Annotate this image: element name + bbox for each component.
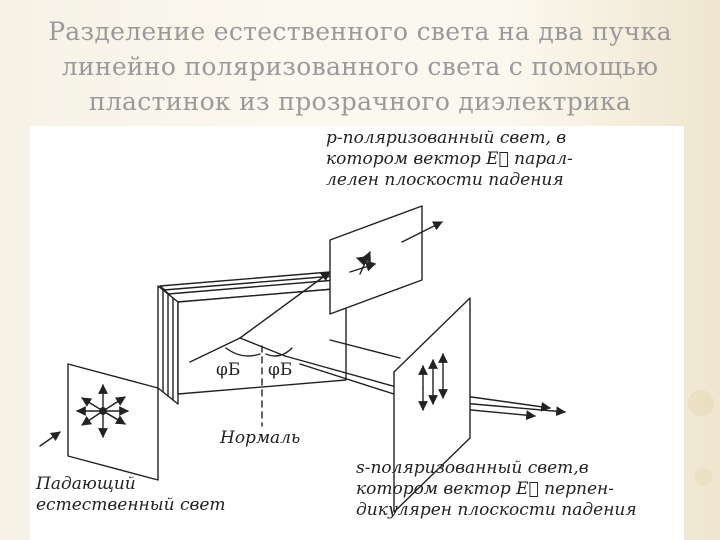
p-label-line-2: котором вектор E⃗ парал- [326, 149, 573, 169]
decor-bubble [688, 390, 714, 416]
p-polarized-screen [330, 206, 442, 314]
s-polarized-label [356, 458, 637, 521]
p-label-line-3: лелен плоскости падения [326, 170, 564, 190]
angle-label-right: φБ [268, 360, 293, 380]
polarization-figure [30, 126, 684, 540]
title-line-3: пластинок из прозрачного диэлектрика [88, 87, 632, 116]
incident-light-label [36, 474, 226, 516]
incident-screen [68, 364, 158, 480]
p-polarized-label [326, 128, 573, 191]
incident-beam [40, 432, 60, 446]
title-line-1: Разделение естественного света на два пучка [48, 17, 672, 46]
decor-bubble [694, 468, 712, 486]
slide-title [0, 14, 720, 119]
angle-label-left: φБ [216, 360, 241, 380]
normal-label: Нормаль [220, 428, 301, 448]
incident-label-line-1: Падающий [36, 474, 136, 494]
incident-label-line-2: естественный свет [36, 495, 226, 515]
p-label-line-1: p-поляризованный свет, в [326, 128, 567, 148]
s-label-line-2: котором вектор E⃗ перпен- [356, 479, 614, 499]
s-label-line-3: дикулярен плоскости падения [356, 500, 637, 520]
title-line-2: линейно поляризованного света с помощью [61, 52, 659, 81]
glass-plate-stack [158, 272, 346, 404]
s-label-line-1: s-поляризованный свет,в [356, 458, 589, 478]
